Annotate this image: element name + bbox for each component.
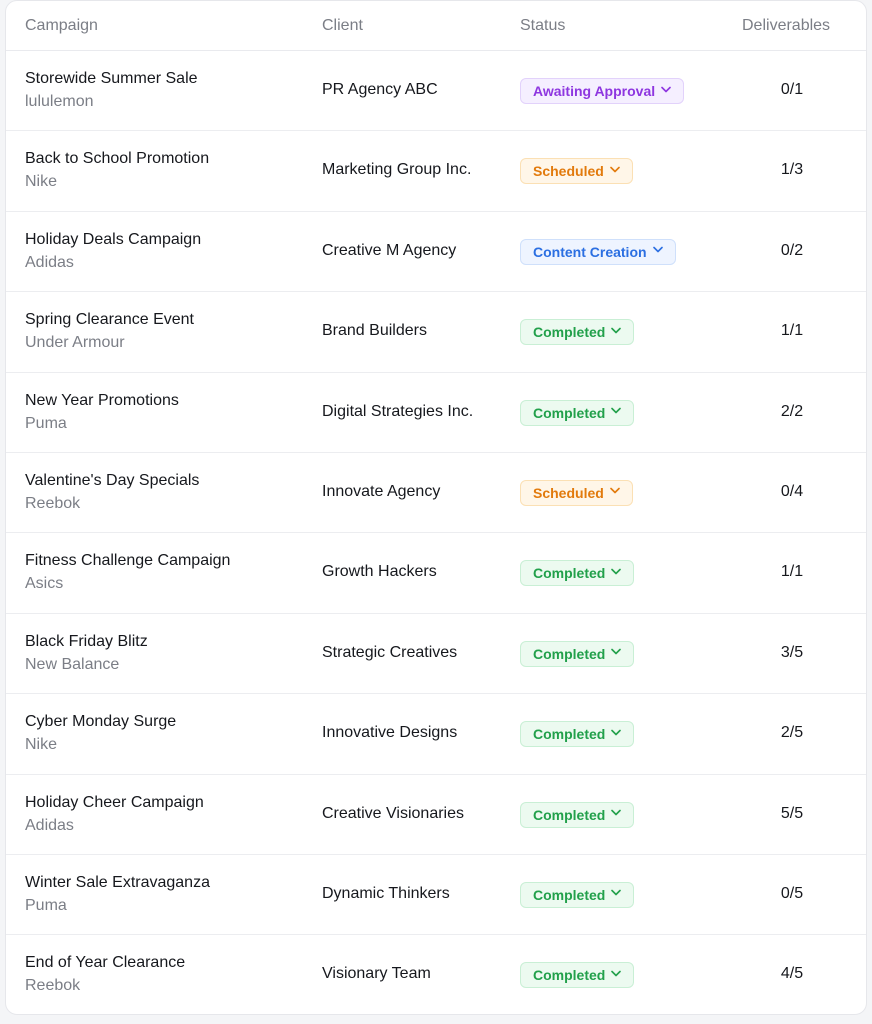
campaign-name[interactable]: Valentine's Day Specials — [25, 471, 200, 489]
chevron-down-icon — [611, 406, 621, 417]
deliverables-count: 2/2 — [780, 402, 804, 420]
client-name: Creative Visionaries — [322, 804, 464, 822]
client-name: Creative M Agency — [322, 241, 457, 259]
deliverables-count: 3/5 — [780, 643, 804, 661]
status-dropdown[interactable] — [520, 962, 634, 988]
chevron-down-icon — [611, 808, 621, 819]
table-row[interactable] — [6, 373, 866, 453]
status-dropdown[interactable] — [520, 78, 684, 104]
client-name: Marketing Group Inc. — [322, 161, 472, 179]
deliverables-count: 1/1 — [780, 563, 804, 581]
deliverables-count: 2/5 — [780, 724, 804, 742]
chevron-down-icon — [611, 969, 621, 980]
campaign-name[interactable]: Winter Sale Extravaganza — [25, 873, 210, 891]
table-row[interactable] — [6, 775, 866, 855]
chevron-down-icon — [610, 486, 620, 497]
status-dropdown[interactable] — [520, 158, 633, 184]
chevron-down-icon — [611, 728, 621, 739]
status-dropdown[interactable] — [520, 239, 676, 265]
client-name: Visionary Team — [322, 965, 431, 983]
status-label: Content Creation — [533, 243, 647, 260]
table-row[interactable] — [6, 212, 866, 292]
campaign-name[interactable]: Storewide Summer Sale — [25, 70, 198, 87]
campaign-name[interactable]: Holiday Deals Campaign — [25, 230, 202, 248]
campaign-brand: Reebok — [25, 494, 81, 512]
campaign-brand: Adidas — [25, 816, 74, 834]
status-label: Scheduled — [533, 484, 604, 501]
deliverables-count: 1/1 — [780, 322, 804, 340]
table-header — [6, 1, 866, 51]
header-status[interactable]: Status — [520, 17, 566, 34]
campaign-name[interactable]: Holiday Cheer Campaign — [25, 793, 204, 811]
deliverables-count: 0/1 — [780, 81, 804, 98]
campaign-name[interactable]: Cyber Monday Surge — [25, 713, 177, 731]
table-row[interactable] — [6, 533, 866, 613]
status-dropdown[interactable] — [520, 560, 634, 586]
status-label: Completed — [533, 324, 606, 341]
table-row[interactable] — [6, 694, 866, 774]
status-dropdown[interactable] — [520, 400, 634, 426]
status-label: Completed — [533, 806, 606, 823]
client-name: Innovative Designs — [322, 724, 458, 742]
table-row[interactable] — [6, 855, 866, 935]
status-label: Completed — [533, 726, 606, 743]
campaign-brand: Puma — [25, 896, 67, 914]
client-name: Brand Builders — [322, 322, 427, 340]
campaign-brand: Adidas — [25, 253, 74, 271]
table-row[interactable] — [6, 453, 866, 533]
status-dropdown[interactable] — [520, 721, 634, 747]
table-row[interactable] — [6, 292, 866, 372]
table-body — [6, 51, 866, 1015]
campaign-name[interactable]: New Year Promotions — [25, 391, 179, 409]
status-label: Scheduled — [533, 163, 604, 180]
client-name: Dynamic Thinkers — [322, 884, 450, 902]
campaigns-table — [5, 0, 867, 1015]
deliverables-count: 0/2 — [780, 241, 804, 259]
status-dropdown[interactable] — [520, 882, 634, 908]
status-label: Awaiting Approval — [533, 83, 656, 99]
status-dropdown[interactable] — [520, 641, 634, 667]
client-name: PR Agency ABC — [322, 81, 438, 98]
campaign-name[interactable]: Spring Clearance Event — [25, 311, 194, 329]
deliverables-count: 4/5 — [780, 965, 804, 983]
table-row[interactable] — [6, 935, 866, 1015]
deliverables-count: 5/5 — [780, 804, 804, 822]
campaign-brand: New Balance — [25, 655, 120, 673]
campaign-name[interactable]: Black Friday Blitz — [25, 632, 148, 650]
status-dropdown[interactable] — [520, 802, 634, 828]
campaign-brand: Under Armour — [25, 334, 125, 352]
campaign-name[interactable]: End of Year Clearance — [25, 954, 186, 972]
chevron-down-icon — [611, 888, 621, 899]
campaign-brand: Puma — [25, 414, 67, 432]
chevron-down-icon — [611, 567, 621, 578]
campaign-brand: Reebok — [25, 977, 81, 995]
client-name: Digital Strategies Inc. — [322, 402, 474, 420]
deliverables-count: 0/4 — [780, 482, 804, 500]
chevron-down-icon — [610, 165, 620, 176]
chevron-down-icon — [653, 245, 663, 256]
header-client[interactable]: Client — [322, 17, 363, 34]
status-label: Completed — [533, 404, 606, 421]
campaign-brand: lululemon — [25, 93, 94, 110]
status-label: Completed — [533, 967, 606, 984]
campaign-brand: Nike — [25, 736, 58, 754]
table-row[interactable] — [6, 51, 866, 131]
table-row[interactable] — [6, 614, 866, 694]
chevron-down-icon — [661, 85, 671, 96]
status-label: Completed — [533, 886, 606, 903]
chevron-down-icon — [611, 647, 621, 658]
header-deliverables[interactable]: Deliverables — [742, 17, 831, 34]
client-name: Strategic Creatives — [322, 643, 458, 661]
campaign-name[interactable]: Fitness Challenge Campaign — [25, 552, 231, 570]
status-dropdown[interactable] — [520, 319, 634, 345]
chevron-down-icon — [611, 326, 621, 337]
deliverables-count: 0/5 — [780, 884, 804, 902]
table-row[interactable] — [6, 131, 866, 211]
campaign-brand: Asics — [25, 575, 64, 593]
campaign-brand: Nike — [25, 173, 58, 191]
deliverables-count: 1/3 — [780, 161, 804, 179]
client-name: Growth Hackers — [322, 563, 437, 581]
status-label: Completed — [533, 645, 606, 662]
status-dropdown[interactable] — [520, 480, 633, 506]
campaign-name[interactable]: Back to School Promotion — [25, 150, 210, 168]
header-campaign[interactable]: Campaign — [25, 17, 98, 34]
status-label: Completed — [533, 565, 606, 582]
client-name: Innovate Agency — [322, 482, 441, 500]
